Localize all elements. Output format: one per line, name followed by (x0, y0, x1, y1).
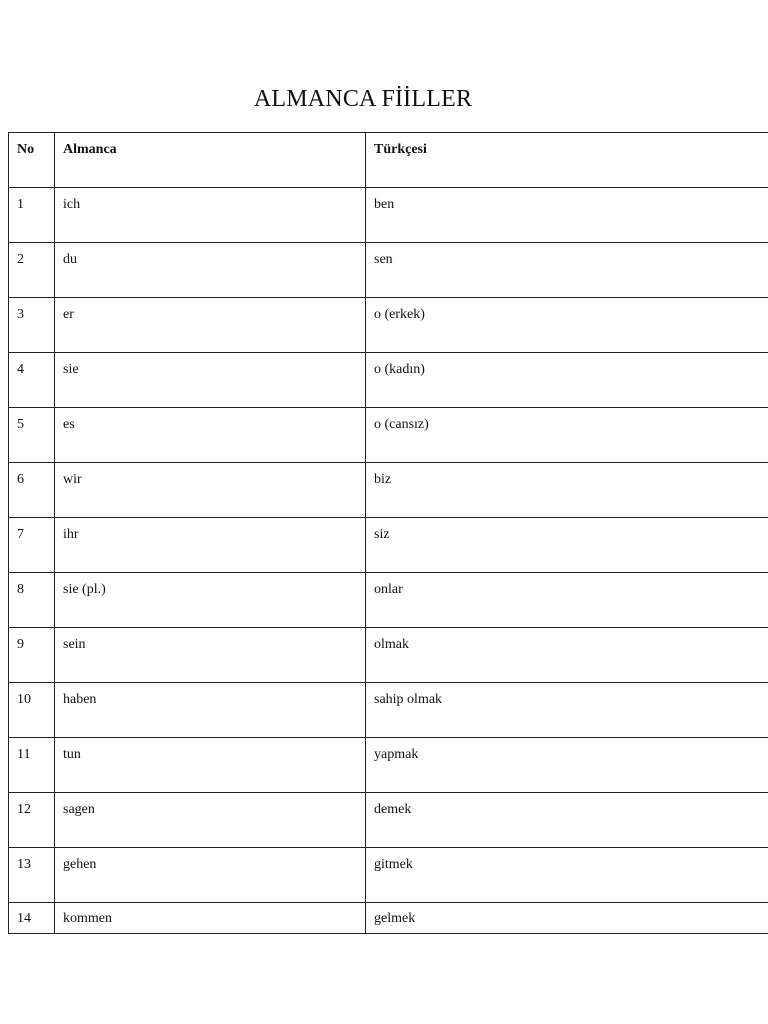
turkish-word: siz (366, 518, 768, 573)
table-row (9, 463, 768, 518)
turkish-word: sen (366, 243, 768, 298)
german-word: du (55, 243, 366, 298)
german-word: wir (55, 463, 366, 518)
header-no: No (9, 133, 55, 188)
table-row (9, 353, 768, 408)
turkish-word: onlar (366, 573, 768, 628)
table-row (9, 628, 768, 683)
header-turkish: Türkçesi (366, 133, 768, 188)
german-word: ihr (55, 518, 366, 573)
turkish-word: gelmek (366, 903, 768, 934)
row-number: 4 (9, 353, 55, 408)
table-row (9, 298, 768, 353)
row-number: 11 (9, 738, 55, 793)
german-word: sie (55, 353, 366, 408)
german-word: er (55, 298, 366, 353)
table-header-row (9, 133, 768, 188)
turkish-word: ben (366, 188, 768, 243)
german-word: tun (55, 738, 366, 793)
document-title: ALMANCA FİİLLER (253, 86, 473, 112)
table-row (9, 188, 768, 243)
table-row (9, 738, 768, 793)
row-number: 14 (9, 903, 55, 934)
turkish-word: gitmek (366, 848, 768, 903)
german-word: sagen (55, 793, 366, 848)
turkish-word: o (erkek) (366, 298, 768, 353)
german-word: gehen (55, 848, 366, 903)
turkish-word: demek (366, 793, 768, 848)
german-word: sein (55, 628, 366, 683)
row-number: 7 (9, 518, 55, 573)
row-number: 10 (9, 683, 55, 738)
table-row (9, 793, 768, 848)
row-number: 8 (9, 573, 55, 628)
row-number: 1 (9, 188, 55, 243)
table-row (9, 243, 768, 298)
row-number: 5 (9, 408, 55, 463)
turkish-word: o (cansız) (366, 408, 768, 463)
row-number: 6 (9, 463, 55, 518)
turkish-word: olmak (366, 628, 768, 683)
german-word: es (55, 408, 366, 463)
turkish-word: sahip olmak (366, 683, 768, 738)
header-german: Almanca (55, 133, 366, 188)
row-number: 9 (9, 628, 55, 683)
row-number: 13 (9, 848, 55, 903)
table-row (9, 573, 768, 628)
row-number: 3 (9, 298, 55, 353)
verbs-table (8, 132, 768, 934)
table-row (9, 518, 768, 573)
table-row (9, 848, 768, 903)
table-row (9, 903, 768, 934)
german-word: ich (55, 188, 366, 243)
row-number: 2 (9, 243, 55, 298)
table-row (9, 683, 768, 738)
turkish-word: yapmak (366, 738, 768, 793)
turkish-word: o (kadın) (366, 353, 768, 408)
german-word: kommen (55, 903, 366, 934)
german-word: haben (55, 683, 366, 738)
german-word: sie (pl.) (55, 573, 366, 628)
table-row (9, 408, 768, 463)
turkish-word: biz (366, 463, 768, 518)
row-number: 12 (9, 793, 55, 848)
